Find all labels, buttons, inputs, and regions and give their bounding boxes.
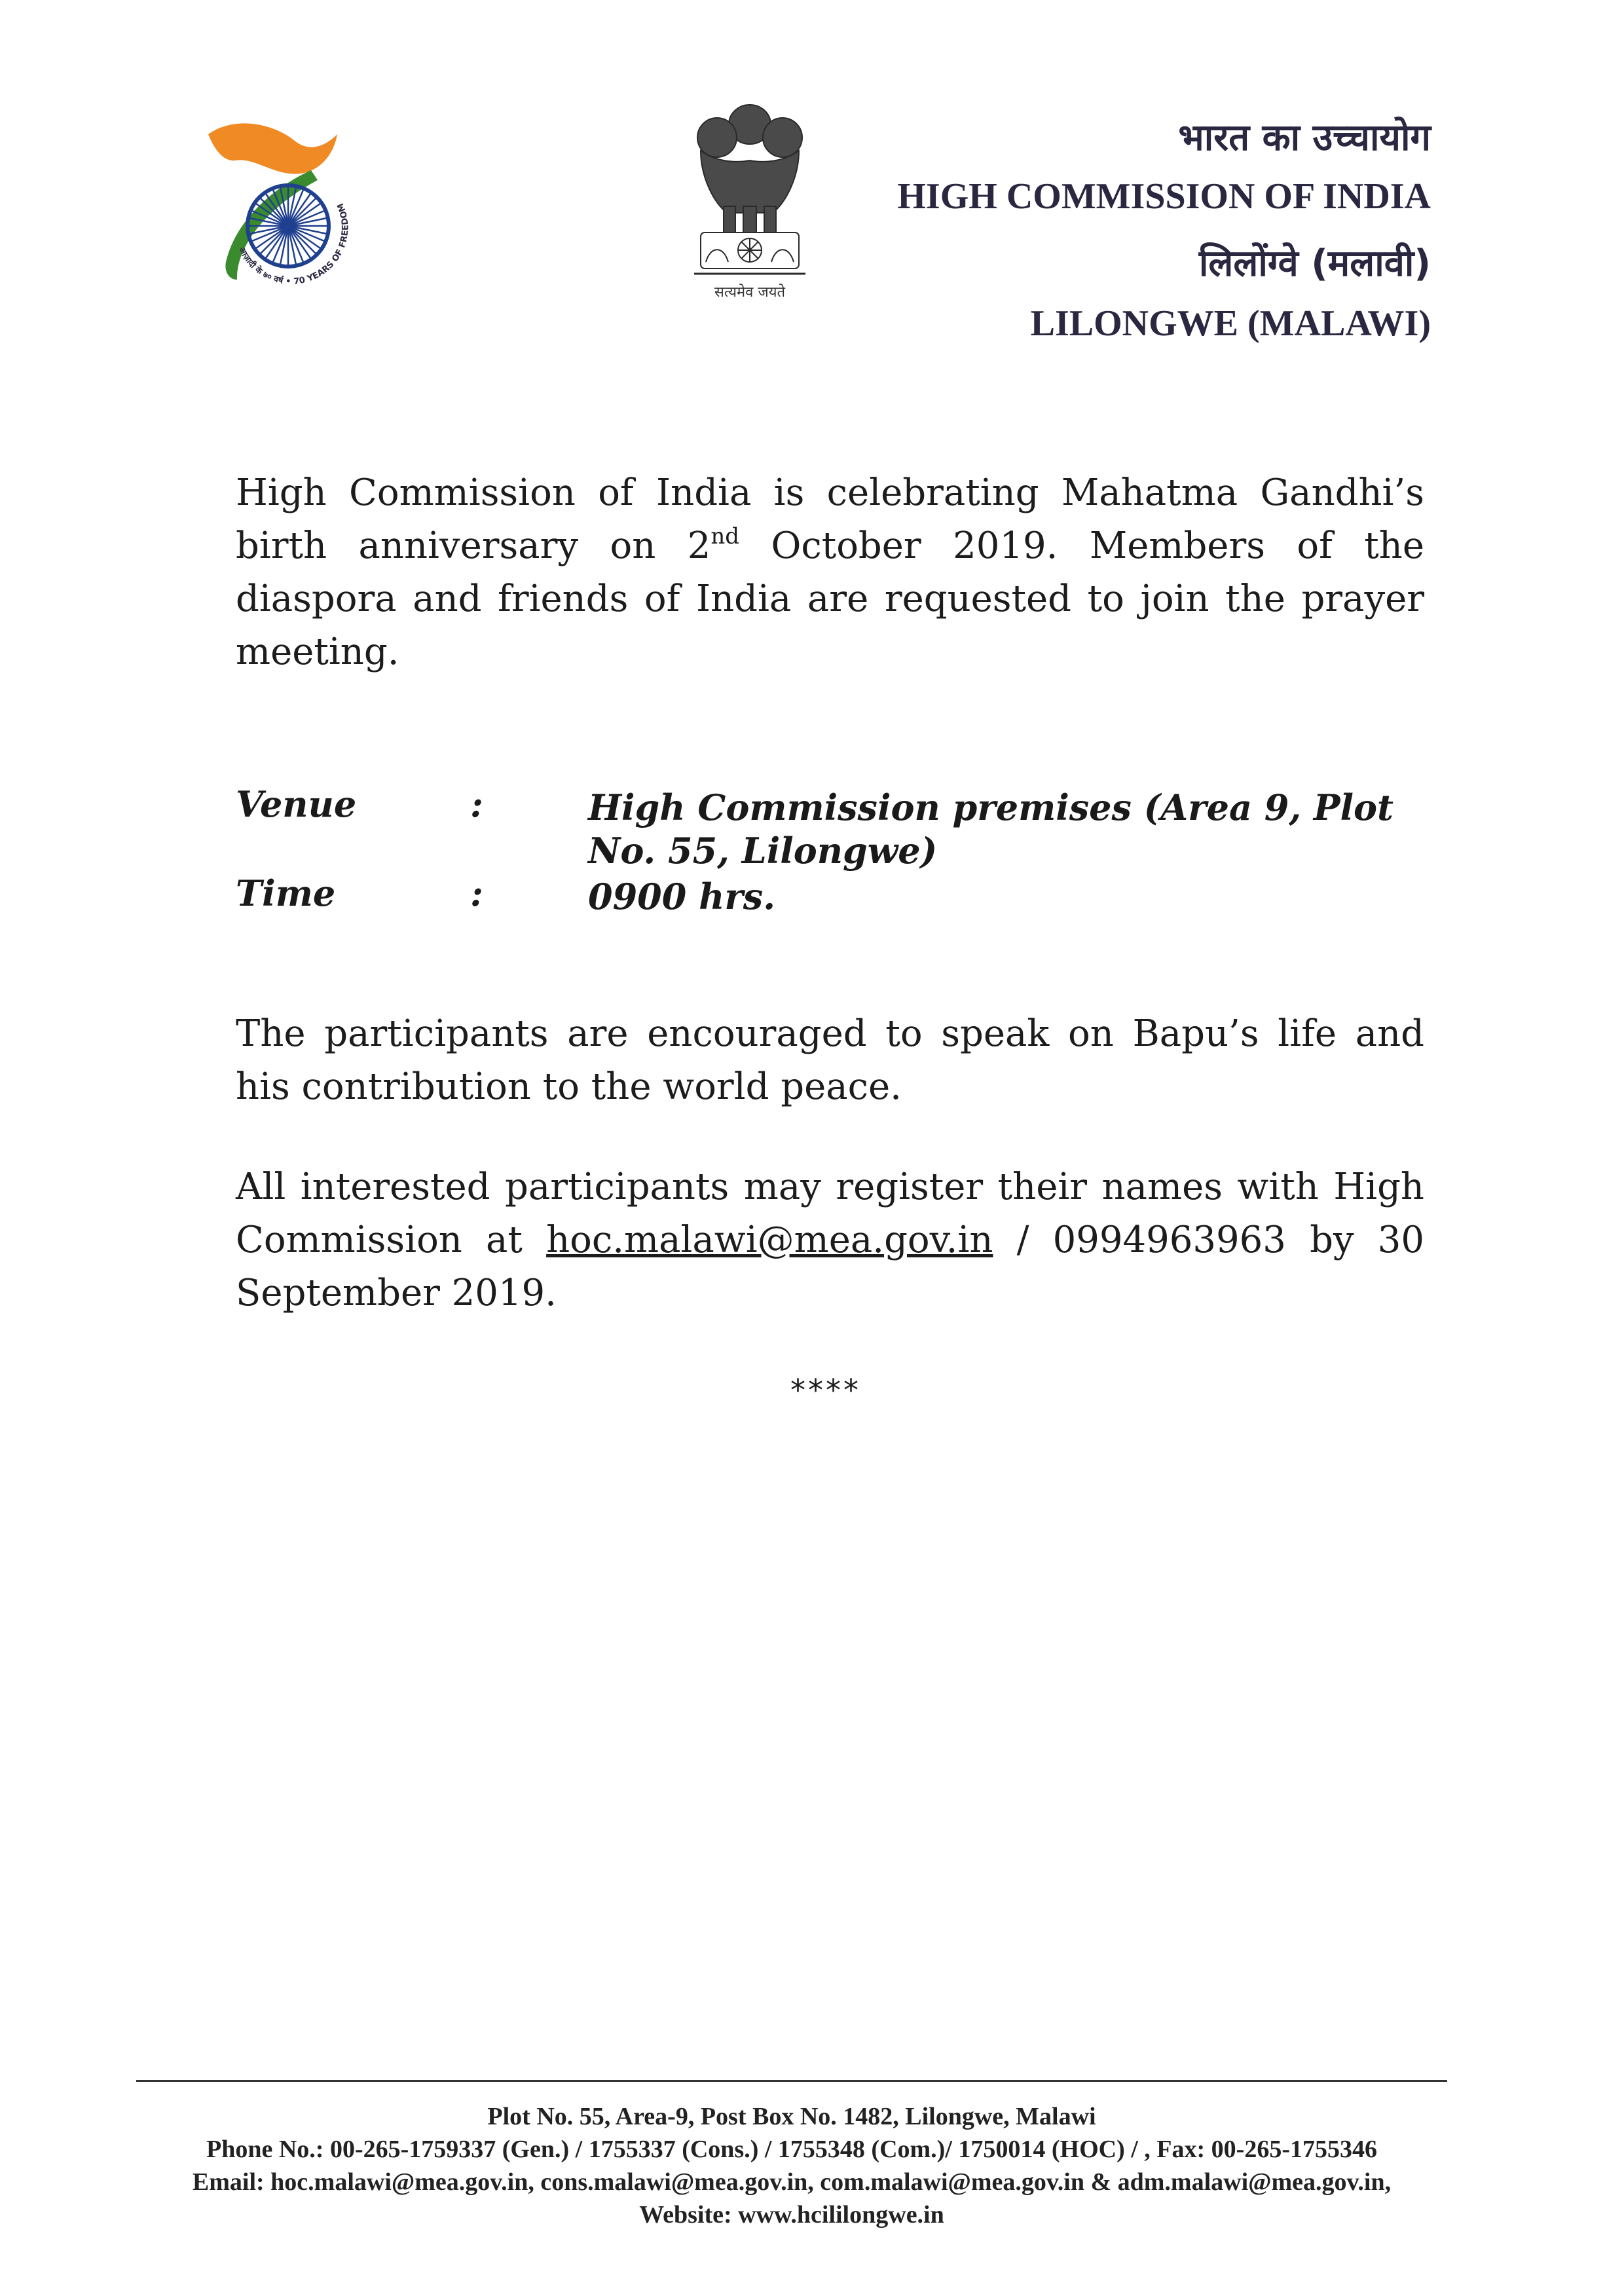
speak-paragraph: The participants are encouraged to speak on Bapu’s life and his contribution to the world peace. (236, 1012, 1424, 1108)
emblem-motto: सत्यमेव जयते (714, 284, 786, 301)
footer-address: Plot No. 55, Area-9, Post Box No. 1482, Lilongwe, Malawi (487, 2103, 1096, 2130)
venue-colon: : (470, 783, 483, 825)
footer-divider (136, 2080, 1447, 2082)
register-paragraph (236, 1160, 1424, 1320)
azadi-logo-text: आज़ादी के ७० वर्ष • 70 YEARS OF FREEDOM (236, 201, 351, 287)
intro-text-start: High Commission of India is celebrating Mahatma Gandhi’s birth anniversary on 2 (236, 472, 1424, 567)
city-name-hindi: लिलोंग्वे (मलावी) (1198, 242, 1431, 285)
time-value: 0900 hrs. (588, 876, 776, 917)
footer-email: Email: hoc.malawi@mea.gov.in, cons.malawi@mea.gov.in, com.malawi@mea.gov.in & adm.malawi@mea.gov.in, (192, 2168, 1392, 2196)
venue-value: High Commission premises (Area 9, Plot No. 55, Lilongwe) (588, 787, 1394, 872)
time-colon: : (470, 872, 483, 914)
intro-paragraph (236, 466, 1424, 678)
intro-text-end: October 2019. Members of the diaspora and friends of India are requested to join the prayer meeting. (236, 525, 1424, 673)
office-name-hindi: भारत का उच्चायोग (1178, 117, 1431, 159)
venue-label: Venue (236, 783, 357, 825)
national-emblem-icon (688, 98, 812, 308)
azadi-70-logo-icon (196, 108, 367, 298)
ordinal-suffix: nd (710, 523, 739, 549)
register-text-end: / 0994963963 by 30 September 2019. (236, 1219, 1424, 1314)
end-mark: **** (790, 1373, 861, 1408)
register-email-link[interactable]: hoc.malawi@mea.gov.in (546, 1219, 993, 1261)
register-text-start: All interested participants may register their names with High Commission at (236, 1166, 1424, 1261)
office-name-english: HIGH COMMISSION OF INDIA (897, 176, 1431, 217)
time-label: Time (236, 872, 336, 914)
footer-phone: Phone No.: 00-265-1759337 (Gen.) / 1755337 (Cons.) / 1755348 (Com.)/ 1750014 (HOC) / , Fax: 00-265-1755346 (206, 2136, 1377, 2163)
city-name-english: LILONGWE (MALAWI) (1030, 303, 1431, 344)
footer-website: Website: www.hcililongwe.in (639, 2201, 944, 2229)
